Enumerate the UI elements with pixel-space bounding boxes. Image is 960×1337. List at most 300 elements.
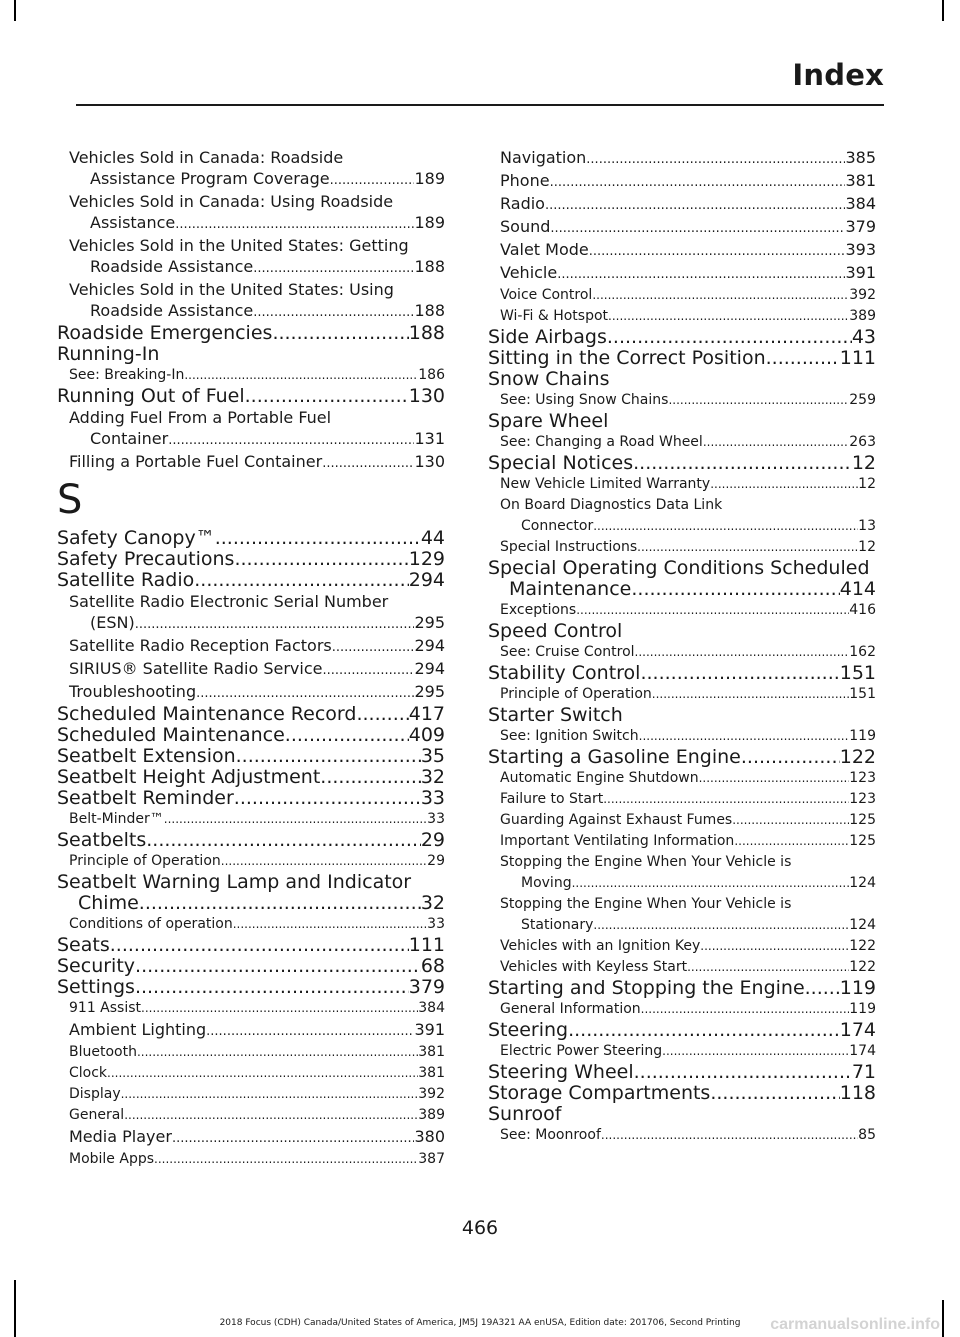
index-entry — [57, 725, 445, 746]
page-reference: 123 — [849, 770, 876, 786]
page-reference: 12 — [858, 476, 876, 492]
index-subentry — [57, 1105, 445, 1126]
index-entry — [488, 1083, 876, 1104]
dot-leader — [322, 660, 414, 681]
index-subentry — [488, 216, 876, 239]
entry-text: Exceptions — [500, 602, 577, 618]
index-entry — [488, 453, 876, 474]
entry-text: 911 Assist — [69, 1000, 142, 1016]
page-reference: 12 — [851, 452, 876, 474]
entry-text: Vehicles with an Ignition Key — [500, 938, 701, 954]
dot-leader — [805, 978, 840, 999]
dot-leader — [608, 306, 849, 327]
dot-leader — [550, 172, 846, 193]
index-subentry — [57, 235, 445, 279]
entry-text: Phone — [500, 171, 550, 190]
entry-text: Troubleshooting — [69, 682, 197, 701]
dot-leader — [330, 170, 415, 191]
entry-text: Starting a Gasoline Engine — [488, 746, 741, 768]
entry-text: See: Using Snow Chains — [500, 392, 669, 408]
index-subentry — [57, 914, 445, 935]
entry-text: Vehicles Sold in Canada: Roadside — [69, 148, 344, 167]
page-reference: 33 — [427, 811, 445, 827]
entry-text: See: Breaking-In — [69, 367, 185, 383]
entry-text: Seatbelt Height Adjustment — [57, 766, 321, 788]
section-letter: S — [57, 477, 83, 523]
entry-text: Connector — [521, 518, 594, 534]
index-subentry — [57, 1084, 445, 1105]
edition-footer: 2018 Focus (CDH) Canada/United States of America, JM5J 19A321 AA enUSA, Edition date: 201706, Second Printing — [219, 1318, 741, 1328]
index-subentry — [57, 147, 445, 191]
entry-text: See: Changing a Road Wheel — [500, 434, 703, 450]
page-reference: 391 — [414, 1020, 445, 1039]
page-reference: 379 — [845, 217, 876, 236]
entry-text: Stability Control — [488, 662, 641, 684]
entry-text: Vehicle — [500, 263, 558, 282]
page-reference: 130 — [414, 452, 445, 471]
entry-text: Seatbelt Warning Lamp and Indicator — [57, 871, 412, 893]
page-reference: 384 — [418, 1000, 445, 1016]
page-reference: 43 — [851, 326, 876, 348]
entry-text: Starter Switch — [488, 704, 623, 726]
index-subentry — [57, 407, 445, 451]
dot-leader — [550, 218, 845, 239]
dot-leader — [356, 704, 408, 725]
entry-text: Sound — [500, 217, 551, 236]
page-reference: 259 — [849, 392, 876, 408]
entry-text: Principle of Operation — [69, 853, 221, 869]
index-subentry — [57, 591, 445, 635]
page-reference: 294 — [408, 569, 445, 591]
entry-text: Radio — [500, 194, 545, 213]
entry-text: Stopping the Engine When Your Vehicle is — [500, 854, 792, 870]
index-subentry — [57, 365, 445, 386]
dot-leader — [589, 241, 846, 262]
dot-leader — [572, 873, 850, 894]
entry-text: Navigation — [500, 148, 587, 167]
page-reference: 29 — [427, 853, 445, 869]
index-entry — [488, 1104, 876, 1125]
page-reference: 381 — [845, 171, 876, 190]
page-reference: 119 — [849, 1001, 876, 1017]
entry-text: Running Out of Fuel — [57, 385, 245, 407]
entry-text: See: Cruise Control — [500, 644, 635, 660]
page-reference: 124 — [849, 917, 876, 933]
entry-text: SIRIUS® Satellite Radio Service — [69, 659, 323, 678]
dot-leader — [194, 570, 408, 591]
page-reference: 119 — [839, 977, 876, 999]
dot-leader — [703, 432, 849, 453]
dot-leader — [601, 1125, 858, 1146]
page-reference: 295 — [414, 613, 445, 632]
dot-leader — [662, 1041, 849, 1062]
dot-leader — [635, 642, 850, 663]
crop-mark-bottom-left — [14, 1280, 16, 1337]
index-subentry — [57, 809, 445, 830]
entry-text: Special Notices — [488, 452, 634, 474]
entry-text: Container — [90, 429, 169, 448]
entry-text: Speed Control — [488, 620, 623, 642]
page-reference: 123 — [849, 791, 876, 807]
dot-leader — [637, 537, 858, 558]
dot-leader — [631, 579, 839, 600]
index-subentry — [488, 285, 876, 306]
page-reference: 162 — [849, 644, 876, 660]
dot-leader — [699, 768, 850, 789]
index-entry — [57, 935, 445, 956]
page-reference: 44 — [420, 527, 445, 549]
dot-leader — [137, 1042, 418, 1063]
dot-leader — [236, 746, 421, 767]
index-subentry — [488, 537, 876, 558]
page-reference: 118 — [839, 1082, 876, 1104]
dot-leader — [568, 1020, 840, 1041]
page-title: Index — [792, 58, 884, 92]
dot-leader — [206, 1021, 414, 1042]
page-reference: 381 — [418, 1065, 445, 1081]
index-entry — [488, 663, 876, 684]
page-reference: 389 — [849, 308, 876, 324]
dot-leader — [253, 258, 414, 279]
entry-text: Roadside Emergencies — [57, 322, 273, 344]
entry-text: Satellite Radio Reception Factors — [69, 636, 332, 655]
dot-leader — [135, 614, 415, 635]
index-subentry — [57, 635, 445, 658]
index-entry — [57, 704, 445, 725]
page-reference: 294 — [414, 636, 445, 655]
dot-leader — [639, 726, 850, 747]
dot-leader — [168, 430, 414, 451]
dot-leader — [253, 302, 414, 323]
page-reference: 174 — [839, 1019, 876, 1041]
page-reference: 188 — [414, 301, 445, 320]
page-reference: 391 — [845, 263, 876, 282]
dot-leader — [107, 1063, 418, 1084]
dot-leader — [710, 1083, 839, 1104]
page-reference: 119 — [849, 728, 876, 744]
dot-leader — [607, 327, 852, 348]
index-entry — [57, 549, 445, 570]
entry-text: Voice Control — [500, 287, 593, 303]
page-reference: 32 — [420, 766, 445, 788]
dot-leader — [734, 831, 849, 852]
index-subentry — [57, 1042, 445, 1063]
entry-text: Snow Chains — [488, 368, 610, 390]
page-reference: 125 — [849, 833, 876, 849]
entry-text: Chime — [78, 892, 139, 914]
page-reference: 124 — [849, 875, 876, 891]
entry-text: Clock — [69, 1065, 108, 1081]
index-entry — [57, 767, 445, 788]
entry-text: Principle of Operation — [500, 686, 652, 702]
entry-text: Spare Wheel — [488, 410, 609, 432]
entry-text: Scheduled Maintenance Record — [57, 703, 357, 725]
index-entry — [488, 621, 876, 642]
index-subentry — [57, 851, 445, 872]
entry-text: Seatbelts — [57, 829, 147, 851]
entry-text: Assistance — [90, 213, 176, 232]
entry-text: Valet Mode — [500, 240, 589, 259]
page-reference: 387 — [418, 1151, 445, 1167]
entry-text: Safety Canopy™ — [57, 527, 215, 549]
dot-leader — [221, 851, 427, 872]
index-entry — [488, 411, 876, 432]
page-reference: 122 — [849, 959, 876, 975]
dot-leader — [233, 914, 427, 935]
index-subentry — [488, 306, 876, 327]
page-reference: 33 — [420, 787, 445, 809]
page-reference: 393 — [845, 240, 876, 259]
entry-text: Electric Power Steering — [500, 1043, 663, 1059]
crop-mark-top-left — [14, 0, 16, 21]
entry-text: Assistance Program Coverage — [90, 169, 330, 188]
index-entry — [488, 978, 876, 999]
page-reference: 389 — [418, 1107, 445, 1123]
page-reference: 13 — [858, 518, 876, 534]
page-reference: 85 — [858, 1127, 876, 1143]
dot-leader — [593, 516, 858, 537]
index-subentry — [488, 262, 876, 285]
index-entry — [488, 327, 876, 348]
page-reference: 188 — [414, 257, 445, 276]
dot-leader — [641, 999, 850, 1020]
page-reference: 392 — [849, 287, 876, 303]
entry-text: Stationary — [521, 917, 594, 933]
page-reference: 263 — [849, 434, 876, 450]
entry-text: Satellite Radio — [57, 569, 195, 591]
dot-leader — [545, 195, 845, 216]
page-reference: 379 — [408, 976, 445, 998]
index-subentry — [57, 1063, 445, 1084]
dot-leader — [741, 747, 840, 768]
entry-text: Scheduled Maintenance — [57, 724, 285, 746]
dot-leader — [234, 549, 408, 570]
dot-leader — [141, 998, 418, 1019]
index-subentry — [57, 279, 445, 323]
entry-text: Starting and Stopping the Engine — [488, 977, 805, 999]
dot-leader — [634, 1062, 852, 1083]
index-entry — [57, 386, 445, 407]
index-subentry — [488, 852, 876, 894]
page-reference: 294 — [414, 659, 445, 678]
page-reference: 122 — [849, 938, 876, 954]
page-reference: 417 — [408, 703, 445, 725]
index-entry — [488, 558, 876, 600]
index-subentry — [57, 1019, 445, 1042]
index-subentry — [488, 147, 876, 170]
dot-leader — [592, 285, 849, 306]
page-reference: 33 — [427, 916, 445, 932]
page-reference: 174 — [849, 1043, 876, 1059]
dot-leader — [135, 977, 409, 998]
index-subentry — [488, 600, 876, 621]
index-subentry — [57, 191, 445, 235]
index-subentry — [488, 957, 876, 978]
dot-leader — [124, 1105, 418, 1126]
entry-text: Vehicles Sold in the United States: Getting — [69, 236, 409, 255]
dot-leader — [766, 348, 840, 369]
entry-text: Display — [69, 1086, 121, 1102]
entry-text: General — [69, 1107, 125, 1123]
page-reference: 381 — [418, 1044, 445, 1060]
page-reference: 29 — [420, 829, 445, 851]
entry-text: Sitting in the Correct Position — [488, 347, 766, 369]
entry-text: See: Moonroof — [500, 1127, 601, 1143]
index-entry — [488, 747, 876, 768]
dot-leader — [593, 915, 849, 936]
entry-text: Important Ventilating Information — [500, 833, 735, 849]
entry-text: General Information — [500, 1001, 641, 1017]
index-entry — [57, 528, 445, 549]
entry-text: Special Operating Conditions Scheduled — [488, 557, 870, 579]
index-subentry — [488, 642, 876, 663]
entry-text: Vehicles Sold in the United States: Using — [69, 280, 394, 299]
entry-text: Satellite Radio Electronic Serial Number — [69, 592, 389, 611]
dot-leader — [576, 600, 849, 621]
page-reference: 380 — [414, 1127, 445, 1146]
dot-leader — [245, 386, 409, 407]
page-reference: 111 — [408, 934, 445, 956]
index-entry — [57, 570, 445, 591]
entry-text: On Board Diagnostics Data Link — [500, 497, 723, 513]
page-reference: 189 — [414, 169, 445, 188]
index-subentry — [57, 681, 445, 704]
dot-leader — [700, 936, 849, 957]
dot-leader — [135, 956, 421, 977]
dot-leader — [285, 725, 409, 746]
index-subentry — [488, 831, 876, 852]
dot-leader — [633, 453, 852, 474]
page-reference: 188 — [408, 322, 445, 344]
entry-text: Wi-Fi & Hotspot — [500, 308, 609, 324]
page-reference: 414 — [839, 578, 876, 600]
index-subentry — [488, 684, 876, 705]
page-reference: 151 — [839, 662, 876, 684]
dot-leader — [603, 789, 849, 810]
entry-text: Running-In — [57, 343, 160, 365]
index-subentry — [488, 894, 876, 936]
dot-leader — [172, 1128, 415, 1149]
entry-text: Moving — [521, 875, 572, 891]
index-entry — [57, 872, 445, 914]
index-subentry — [488, 432, 876, 453]
dot-leader — [320, 767, 421, 788]
index-subentry — [488, 810, 876, 831]
index-entry — [57, 956, 445, 977]
entry-text: Bluetooth — [69, 1044, 137, 1060]
index-subentry — [57, 658, 445, 681]
page-reference: 12 — [858, 539, 876, 555]
index-entry — [57, 788, 445, 809]
dot-leader — [196, 683, 414, 704]
entry-text: See: Ignition Switch — [500, 728, 639, 744]
index-subentry — [488, 474, 876, 495]
dot-leader — [272, 323, 408, 344]
entry-text: Stopping the Engine When Your Vehicle is — [500, 896, 792, 912]
dot-leader — [234, 788, 421, 809]
watermark: carmanualsonline.info — [770, 1316, 940, 1333]
dot-leader — [139, 893, 421, 914]
dot-leader — [164, 809, 427, 830]
entry-text: Vehicles Sold in Canada: Using Roadside — [69, 192, 394, 211]
entry-text: Automatic Engine Shutdown — [500, 770, 699, 786]
dot-leader — [154, 1149, 418, 1170]
dot-leader — [652, 684, 850, 705]
index-subentry — [57, 451, 445, 474]
page-reference: 125 — [849, 812, 876, 828]
page-reference: 384 — [845, 194, 876, 213]
entry-text: Media Player — [69, 1127, 172, 1146]
entry-text: Conditions of operation — [69, 916, 233, 932]
entry-text: Belt-Minder™ — [69, 811, 164, 827]
page-reference: 71 — [851, 1061, 876, 1083]
index-subentry — [488, 768, 876, 789]
dot-leader — [640, 663, 839, 684]
index-subentry — [488, 170, 876, 193]
entry-text: Safety Precautions — [57, 548, 235, 570]
page-reference: 151 — [849, 686, 876, 702]
index-subentry — [488, 936, 876, 957]
entry-text: Filling a Portable Fuel Container — [69, 452, 323, 471]
entry-text: Roadside Assistance — [90, 301, 254, 320]
index-entry — [488, 705, 876, 726]
crop-mark-top-right — [942, 0, 944, 21]
page-reference: 186 — [418, 367, 445, 383]
index-subentry — [488, 1125, 876, 1146]
index-entry — [57, 977, 445, 998]
index-subentry — [488, 999, 876, 1020]
entry-text: Maintenance — [509, 578, 632, 600]
entry-text: (ESN) — [90, 613, 135, 632]
index-subentry — [488, 789, 876, 810]
dot-leader — [332, 637, 415, 658]
index-column-right — [488, 147, 876, 1146]
page-reference: 32 — [420, 892, 445, 914]
dot-leader — [215, 528, 421, 549]
index-entry — [57, 746, 445, 767]
page-number: 466 — [461, 1217, 499, 1239]
index-subentry — [57, 1126, 445, 1149]
page-reference: 409 — [408, 724, 445, 746]
index-subentry — [488, 193, 876, 216]
page-reference: 392 — [418, 1086, 445, 1102]
entry-text: Storage Compartments — [488, 1082, 711, 1104]
dot-leader — [110, 935, 409, 956]
entry-text: Seatbelt Extension — [57, 745, 236, 767]
header-rule — [76, 104, 884, 106]
page-reference: 385 — [845, 148, 876, 167]
dot-leader — [586, 149, 845, 170]
entry-text: Side Airbags — [488, 326, 607, 348]
dot-leader — [732, 810, 849, 831]
entry-text: Seats — [57, 934, 110, 956]
index-subentry — [488, 390, 876, 411]
page-reference: 129 — [408, 548, 445, 570]
entry-text: Failure to Start — [500, 791, 604, 807]
dot-leader — [121, 1084, 419, 1105]
entry-text: Guarding Against Exhaust Fumes — [500, 812, 733, 828]
index-entry — [57, 323, 445, 344]
entry-text: Seatbelt Reminder — [57, 787, 234, 809]
entry-text: Sunroof — [488, 1103, 562, 1125]
entry-text: Security — [57, 955, 136, 977]
dot-leader — [710, 474, 858, 495]
entry-text: Vehicles with Keyless Start — [500, 959, 688, 975]
page-reference: 111 — [839, 347, 876, 369]
entry-text: New Vehicle Limited Warranty — [500, 476, 711, 492]
entry-text: Settings — [57, 976, 135, 998]
dot-leader — [184, 365, 418, 386]
